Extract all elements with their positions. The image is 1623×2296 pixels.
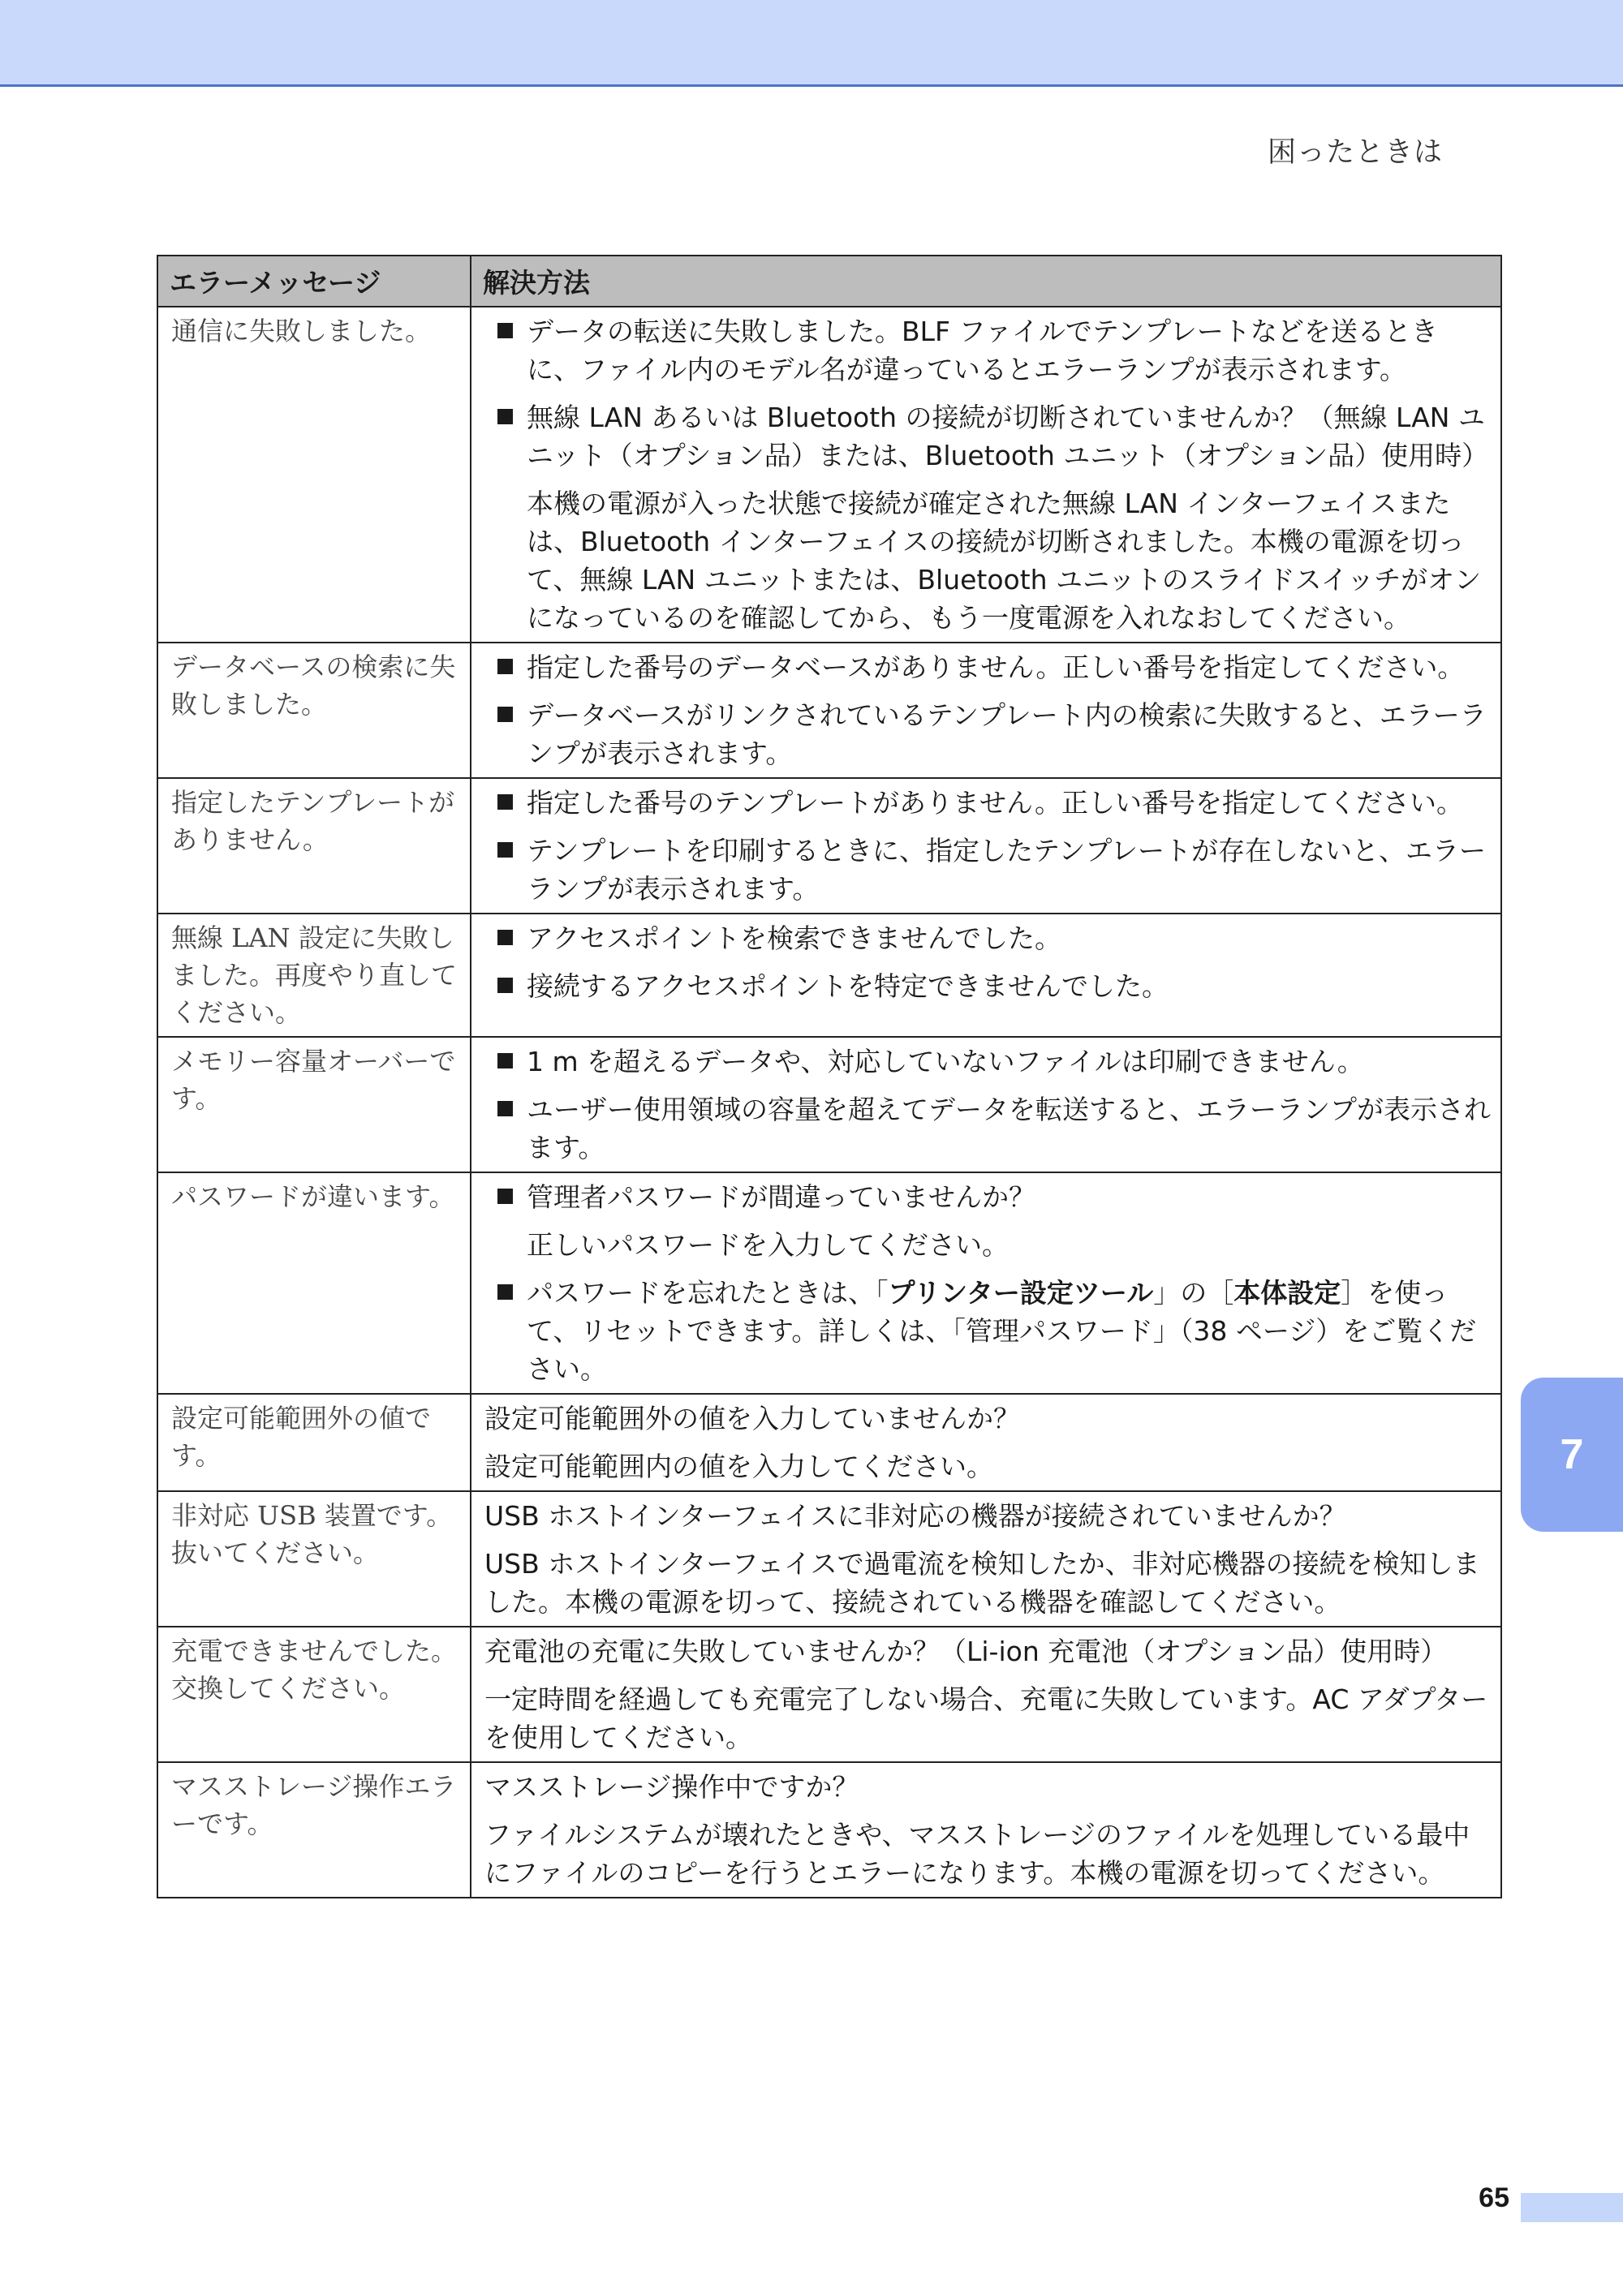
header-band [0, 0, 1623, 87]
chapter-tab[interactable]: 7 [1521, 1378, 1623, 1532]
solution-bullet-item [484, 1274, 1491, 1388]
error-message-cell: データベースの検索に失敗しました。 [157, 643, 471, 778]
solution-cell [471, 1762, 1501, 1898]
square-bullet-icon [497, 1053, 513, 1068]
solution-cell [471, 1394, 1501, 1491]
ui-term-text: プリンター設定ツール [888, 1277, 1154, 1309]
square-bullet-icon [497, 323, 513, 338]
solution-paragraph: マスストレージ操作中ですか？ [484, 1771, 859, 1803]
square-bullet-icon [497, 659, 513, 674]
solution-text: テンプレートを印刷するときに、指定したテンプレートが存在しないと、エラーランプが表示されます。 [527, 835, 1487, 905]
error-message-cell: パスワードが違います。 [157, 1172, 471, 1394]
solution-cell [471, 1491, 1501, 1627]
error-message-cell: 設定可能範囲外の値です。 [157, 1394, 471, 1491]
solution-text: ユーザー使用領域の容量を超えてデータを転送すると、エラーランプが表示されます。 [527, 1094, 1491, 1163]
square-bullet-icon [497, 707, 513, 722]
table-row [157, 1491, 1501, 1627]
table-row [157, 1762, 1501, 1898]
column-header-solution: 解決方法 [471, 256, 1501, 307]
error-message-cell: 通信に失敗しました。 [157, 307, 471, 643]
solution-bullet-item [484, 1090, 1491, 1167]
solution-bullet-item [484, 312, 1491, 389]
solution-paragraph: USB ホストインターフェイスで過電流を検知したか、非対応機器の接続を検知しました。本機の電源を切って、接続されている機器を確認してください。 [484, 1548, 1480, 1618]
solution-text: 接続するアクセスポイントを特定できませんでした。 [527, 970, 1169, 1002]
solution-paragraph: USB ホストインターフェイスに非対応の機器が接続されていませんか？ [484, 1500, 1346, 1532]
solution-cell [471, 1037, 1501, 1172]
solution-bullet-item [484, 398, 1491, 475]
solution-text: アクセスポイントを検索できませんでした。 [527, 922, 1062, 954]
solution-cell [471, 778, 1501, 914]
table-row [157, 914, 1501, 1037]
solution-text: パスワードを忘れたときは、「 [527, 1277, 889, 1309]
solution-bullet-item [484, 1178, 1491, 1216]
solution-cell [471, 643, 1501, 778]
table-row [157, 1394, 1501, 1491]
solution-detail: 本機の電源が入った状態で接続が確定された無線 LAN インターフェイスまたは、Bluetooth インターフェイスの接続が切断されました。本機の電源を切って、無線 LAN ユニットまたは、Bluetooth ユニットのスライドスイッチがオンになっているのを確認してから、もう一度電源を入れなおしてください。 [527, 488, 1482, 634]
table-row [157, 1037, 1501, 1172]
solution-text: 指定した番号のテンプレートがありません。正しい番号を指定してください。 [527, 787, 1464, 819]
solution-text: 指定した番号のデータベースがありません。正しい番号を指定してください。 [527, 651, 1465, 683]
chapter-title: 困ったときは [1267, 136, 1443, 169]
solution-bullet-item [484, 919, 1491, 957]
solution-bullet-item [484, 784, 1491, 822]
square-bullet-icon [497, 1284, 513, 1300]
solution-text: 」の［ [1153, 1277, 1234, 1309]
table-row [157, 1627, 1501, 1762]
solution-paragraph: 設定可能範囲外の値を入力していませんか？ [484, 1403, 1020, 1434]
solution-text: データの転送に失敗しました。BLF ファイルでテンプレートなどを送るときに、ファイル内のモデル名が違っているとエラーランプが表示されます。 [527, 316, 1438, 385]
error-message-cell: マスストレージ操作エラーです。 [157, 1762, 471, 1898]
solution-bullet-item [484, 967, 1491, 1005]
solution-text: 無線 LAN あるいは Bluetooth の接続が切断されていませんか？（無線 LAN ユニット（オプション品）または、Bluetooth ユニット（オプション品）使用時） [527, 402, 1489, 471]
solution-paragraph: 一定時間を経過しても充電完了しない場合、充電に失敗しています。AC アダプターを使用してください。 [484, 1683, 1488, 1753]
square-bullet-icon [497, 1189, 513, 1204]
page-bar [1521, 2193, 1623, 2222]
solution-bullet-item [484, 832, 1491, 908]
error-message-cell: 無線 LAN 設定に失敗しました。再度やり直してください。 [157, 914, 471, 1037]
solution-text: データベースがリンクされているテンプレート内の検索に失敗すると、エラーランプが表示されます。 [527, 699, 1487, 769]
table-row [157, 307, 1501, 643]
ui-term-text: 本体設定 [1233, 1277, 1341, 1309]
square-bullet-icon [497, 842, 513, 858]
square-bullet-icon [497, 978, 513, 993]
error-message-cell: メモリー容量オーバーです。 [157, 1037, 471, 1172]
solution-text: 1 m を超えるデータや、対応していないファイルは印刷できません。 [527, 1046, 1364, 1077]
square-bullet-icon [497, 794, 513, 810]
solution-paragraph: 設定可能範囲内の値を入力してください。 [484, 1451, 993, 1482]
solution-paragraph: ファイルシステムが壊れたときや、マスストレージのファイルを処理している最中にファイルのコピーを行うとエラーになります。本機の電源を切ってください。 [484, 1819, 1470, 1889]
square-bullet-icon [497, 1101, 513, 1116]
error-message-cell: 指定したテンプレートがありません。 [157, 778, 471, 914]
solution-bullet-item [484, 648, 1491, 686]
solution-cell [471, 914, 1501, 1037]
table-row [157, 778, 1501, 914]
error-table [157, 255, 1502, 1898]
column-header-error-message: エラーメッセージ [157, 256, 471, 307]
table-body [157, 307, 1501, 1898]
table-row [157, 1172, 1501, 1394]
table-header-row [157, 256, 1501, 307]
solution-text: ］を使って、リセットできます。詳しくは、「管理パスワード」（38 ページ）をご覧ください。 [527, 1277, 1477, 1385]
solution-paragraph: 充電池の充電に失敗していませんか？（Li-ion 充電池（オプション品）使用時） [484, 1636, 1448, 1667]
solution-bullet-item [484, 696, 1491, 772]
error-message-cell: 非対応 USB 装置です。抜いてください。 [157, 1491, 471, 1627]
square-bullet-icon [497, 409, 513, 424]
solution-cell [471, 1172, 1501, 1394]
table-row [157, 643, 1501, 778]
error-message-cell: 充電できませんでした。交換してください。 [157, 1627, 471, 1762]
square-bullet-icon [497, 930, 513, 945]
page-number: 65 [1479, 2182, 1509, 2213]
solution-detail: 正しいパスワードを入力してください。 [527, 1229, 1009, 1261]
solution-bullet-item [484, 1043, 1491, 1081]
solution-cell [471, 1627, 1501, 1762]
solution-text: 管理者パスワードが間違っていませんか？ [527, 1181, 1035, 1213]
solution-cell [471, 307, 1501, 643]
